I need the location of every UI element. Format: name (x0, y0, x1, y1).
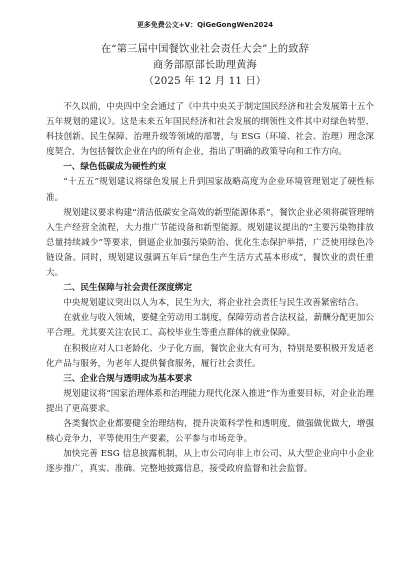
body-paragraph: 加快完善 ESG 信息披露机制，从上市公司向非上市公司、从大型企业向中小企业逐步推广，真实、准确、完整地披露信息，接受政府监督和社会监督。 (46, 449, 374, 475)
body-paragraph: 规划建议将“国家治理体系和治理能力现代化深入推进”作为重要目标，对企业治理提出了更高要求。 (46, 388, 374, 414)
speech-title: 在“第三届中国餐饮业社会责任大会”上的致辞 (100, 44, 310, 55)
section-heading-1: 一、绿色低碳成为硬性约束 (63, 162, 167, 173)
body-paragraph: 规划建议要求构建“清洁低碳安全高效的新型能源体系”，餐饮企业必须将碳管理纳入生产经营全流程，大力推广节能设备和新型能源。规划建议提出的“主要污染物排放总量持续减少”等要求，倒逼企业加强污染防治、优化生态保护举措，广泛使用绿色冷链设备。同时，规划建议强调五年后“绿色生产生活方式基本形成”，餐饮业的责任重大。 (46, 207, 374, 279)
intro-paragraph: 不久以前，中央四中全会通过了《中共中央关于制定国民经济和社会发展第十五个五年规划的建议》。这是未来五年国民经济和社会发展的纲领性文件其中对绿色转型、科技创新、民生保障、治理升级等领域的部署，与 ESG（环境、社会、治理）理念深度契合，为包括餐饮企业在内的所有企业，指出了明确的政策导向和工作方向。 (46, 102, 374, 158)
body-paragraph: “十五五”规划建议将绿色发展上升到国家战略高度为企业环境管理划定了硬性标准。 (46, 177, 374, 203)
speech-date: （2025 年 12 月 11 日） (143, 76, 267, 87)
section-heading-2: 二、民生保障与社会责任深度绑定 (63, 283, 193, 294)
body-paragraph: 中央规划建议突出以人为本，民生为大，将企业社会责任与民生改善紧密结合。 (63, 298, 364, 309)
document-body (46, 100, 374, 477)
body-paragraph: 在积极应对人口老龄化、少子化方面，餐饮企业大有可为，特别是要积极开发适老化产品与服务，为老年人提供餐食服务，履行社会责任。 (46, 343, 374, 369)
body-paragraph: 在就业与收入领域，要健全劳动用工制度，保障劳动者合法权益，薪酬分配更加公平合理。尤其要关注农民工、高校毕业生等重点群体的就业保障。 (46, 313, 374, 339)
section-heading-3: 三、企业合规与透明成为基本要求 (63, 373, 193, 384)
speaker-line: 商务部原部长助理黄海 (153, 60, 257, 71)
header-note: 更多免费公文+V：QiGeGongWen2024 (136, 21, 274, 29)
body-paragraph: 各类餐饮企业都要健全治理结构，提升决策科学性和透明度，做强做优做大，增强核心竞争力，平等使用生产要素，公平参与市场竞争。 (46, 418, 374, 445)
